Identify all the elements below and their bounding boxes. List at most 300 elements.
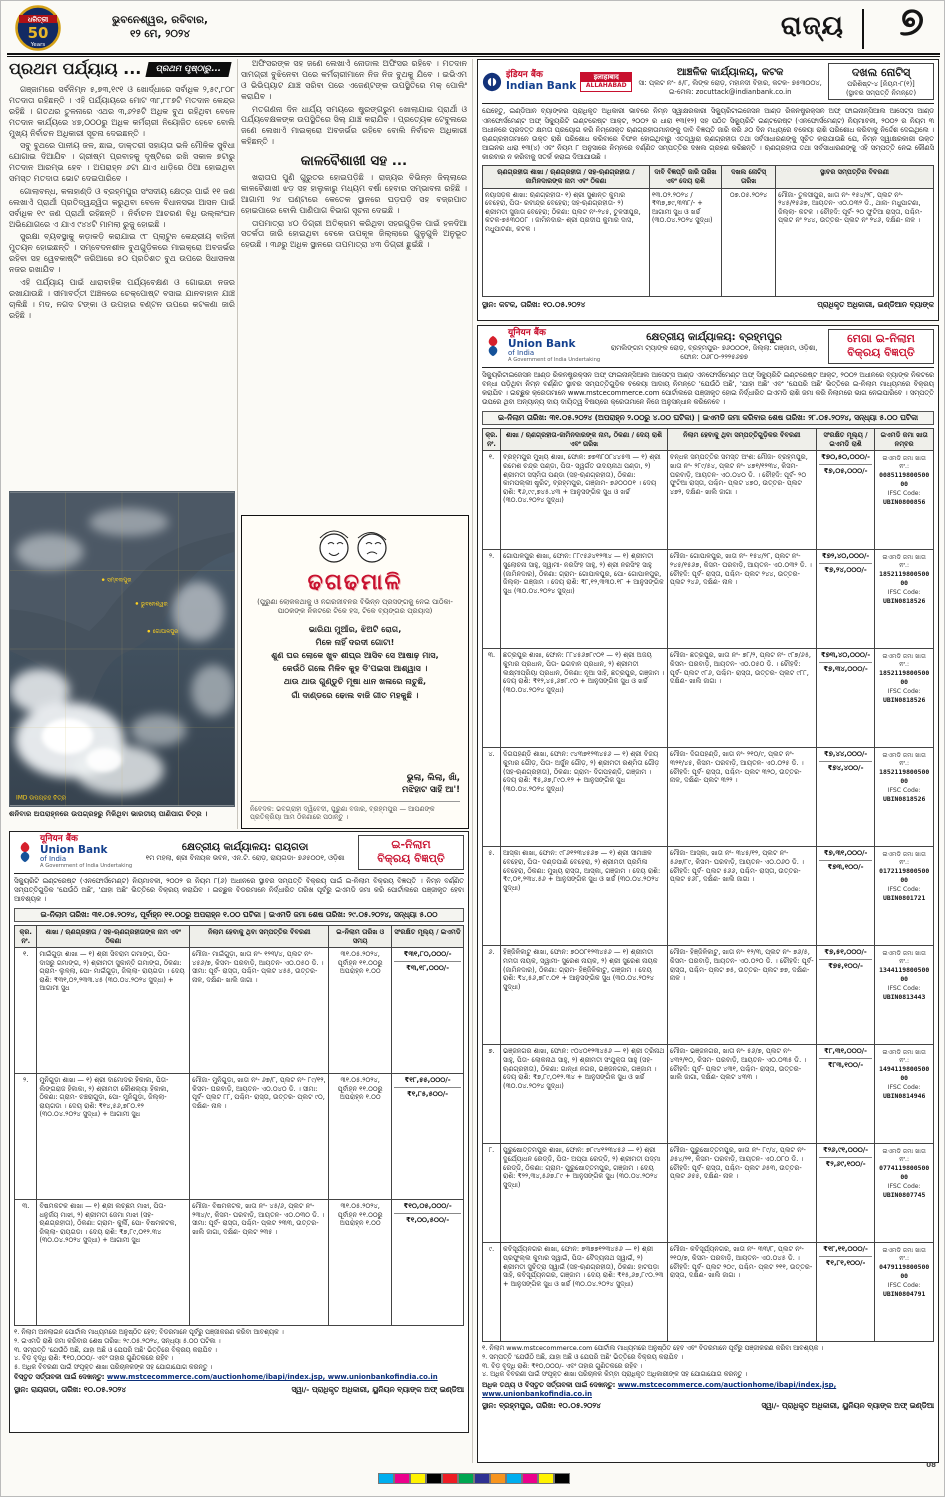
union-bank-logo-icon	[482, 335, 504, 357]
cartoon-verse-line: ଥାଉ ଥାଉ ଗୁଣ୍ଡୁଚି ମୂଷା ଧାନ ଖଳାରେ ନାଚୁଛି,	[283, 676, 427, 687]
cell-borrower: ଭଞ୍ଜନଗର ଶାଖା, ଫୋନ: ୯୦୪୦୧୨୩୪୫୬ — ୧) ଶ୍ରୀ ତ୍ରିନାଥ ସାହୁ, ପିତା- ଲୋକନାଥ ସାହୁ, ୨) ଶ୍ରୀମତୀ ସଂଯୁକ୍ତା ସାହୁ (ସହ-ଋଣଗ୍ରହୀତା), ଠିକଣା: ଗାନ୍ଧୀ ନଗର, ଭଞ୍ଜନଗର, ଗଞ୍ଜାମ । ଦେୟ ରାଶି: ₹୭,୮୯,୦୧୨.୩୪ + ଆନୁସଙ୍ଗିକ ସୁଧ ଓ ଖର୍ଚ୍ଚ (୩୦.୦୪.୨୦୨୪ ସୁଦ୍ଧା)	[501, 1045, 668, 1144]
emd-amount: ₹୩,୧୮,୦୦୦/-	[406, 964, 450, 973]
cell-borrower: ପୁରୁଷୋତ୍ତମପୁର ଶାଖା, ଫୋନ: ୭୮୯୪୧୨୩୪୫୬ — ୧) ଶ୍ରୀ ଦୁର୍ଯ୍ୟୋଧନ ରେଡ୍ଡି, ପିତା- ଅପ୍ପା ରେଡ୍ଡି, ୨) ଶ୍ରୀମତୀ ପଦ୍ମା ରେଡ୍ଡି, ଠିକଣା: ଗ୍ରାମ- ପୁରୁଷୋତ୍ତମପୁର, ଗଞ୍ଜାମ । ଦେୟ ରାଶି: ₹୨୨,୩୪,୫୬୭.୮୯ + ଆନୁସଙ୍ଗିକ ସୁଧ (୩୦.୦୪.୨୦୨୪ ସୁଦ୍ଧା)	[501, 1144, 668, 1243]
account-label: ଇଏମଡି ଜମା ଖାତା ନଂ.:	[882, 752, 926, 768]
brahmapur-auction-date-line: ଇ-ନିଲାମ ତାରିଖ: ୩୧.୦୫.୨୦୨୪ (ଅପରାହ୍ନ ୨.୦୦ରୁ ୪.୦୦ ଘଟିକା) | ଇଏମଡି ଜମା କରିବାର ଶେଷ ତାରିଖ: ୨୮.୦୫.୨୦୨୪, ସନ୍ଧ୍ୟା ୫.୦୦ ଘଟିକା	[482, 411, 934, 425]
cartoon-verse-line: କେଉଁଠି ଗଲେ ମିଳିବ କୁହ ଦି'ପଇସା ଆଶ୍ୱାସ ।	[282, 663, 428, 674]
article-body-col1	[9, 85, 235, 321]
cell-account	[875, 649, 934, 748]
brahmapur-notice-footer	[482, 1401, 934, 1411]
auction-portal-link[interactable]: www.mstcecommerce.com/auctionhome/ibapi/index.jsp, www.unionbankofindia.co.in	[106, 1373, 438, 1382]
emd-amount: ₹୧,୮୧,୧୦୦/-	[825, 1259, 866, 1268]
col-borrower: ଶାଖା / ଋଣଗ୍ରହୀତା / ସହ-ଋଣଗ୍ରହୀତାଙ୍କ ନାମ ଏବଂ ଠିକଣା	[37, 926, 190, 948]
registration-swatch	[378, 1473, 394, 1484]
condition-line: ୧. ନିଲାମ www.mstcecommerce.com ପୋର୍ଟାଲ ମାଧ୍ୟମରେ ଅନୁଷ୍ଠିତ ହେବ ଏବଂ ବିଡରମାନେ ପୂର୍ବରୁ ପଞ୍ଜୀକରଣ କରିବା ଆବଶ୍ୟକ ।	[482, 1344, 824, 1353]
registration-swatch	[442, 1473, 458, 1484]
account-number: 017211980050000	[879, 867, 930, 884]
union-bank-tagline: A Government of India Undertaking	[508, 357, 601, 364]
union-bank-name-hindi: यूनियन बैंक	[508, 328, 546, 339]
account-label: ଇଏମଡି ଜମା ଖାତା ନଂ.:	[882, 950, 926, 966]
article-paragraph: ଖରାତାପ ପୁଣି ଗୁରୁତର ହୋଇପଡ଼ିଛି । ରାଜ୍ୟର ବିଭିନ୍ନ ଜିଲ୍ଲାରେ କାଳବୈଶାଖୀ ଝଡ଼ ସହ ହାଲୁକାରୁ ମଧ୍ୟମ ବର୍ଷା ହେବାର ସମ୍ଭାବନା ରହିଛି । ଆଗାମୀ ୨୪ ଘଣ୍ଟାରେ କେତେକ ସ୍ଥାନରେ ଘଡ଼ଘଡ଼ି ସହ ବଜ୍ରପାତ ହୋଇପାରେ ବୋଲି ପାଣିପାଗ ବିଭାଗ ସୂଚନା ଦେଇଛି ।	[241, 173, 467, 215]
cartoon-illustration-icon	[310, 522, 400, 568]
cell-borrower: ବ୍ରହ୍ମପୁର ମୁଖ୍ୟ ଶାଖା, ଫୋନ: ୭୭୩୮୦୮୪୪୫୩ — ୧) ଶ୍ରୀ ରମେଶ ଚନ୍ଦ୍ର ପଣ୍ଡା, ପିତା- ସ୍ୱର୍ଗତ ଉଦୟନାଥ ପଣ୍ଡା, ୨) ଶ୍ରୀମତୀ ସସ୍ମିତା ପଣ୍ଡା (ସହ-ଋଣଗ୍ରହୀତା), ଠିକଣା: କାମପଲ୍ଲୀ ଷ୍ଟ୍ରିଟ୍, ବ୍ରହ୍ମପୁର, ଗଞ୍ଜାମ- ୭୬୦୦୦୧ । ଦେୟ ରାଶି: ₹୬,୯୯,୭୪୫.୪୩ + ଆନୁସଙ୍ଗିକ ସୁଧ ଓ ଖର୍ଚ୍ଚ (୩୦.୦୪.୨୦୨୪ ସୁଦ୍ଧା)	[501, 451, 668, 550]
notice-rule-ref: ପରିଶିଷ୍ଟ-୪ [ନିୟମ-୮(୧)]	[847, 80, 915, 89]
ifsc-label: IFSC Code:	[887, 984, 921, 992]
notice-place-date: ସ୍ଥାନ: ବ୍ରହ୍ମପୁର, ତାରିଖ: ୧୦.୦୫.୨୦୨୪	[482, 1400, 601, 1410]
possession-notice-title-box	[828, 63, 934, 100]
col-possession-date: ଦଖଲ ନୋଟିସ୍ ତାରିଖ	[722, 166, 776, 188]
brahmapur-notice-header	[482, 329, 934, 368]
url-prefix: ଅଧିକ ତଥ୍ୟ ଓ ବିସ୍ତୃତ ସର୍ତ୍ତାବଳୀ ପାଇଁ ଦେଖନ୍ତୁ:	[482, 1380, 616, 1389]
union-bank-logo-icon	[14, 841, 36, 863]
lead-article-col2	[241, 59, 467, 511]
ifsc-code: UBIN0800856	[883, 497, 926, 506]
cartoon-subtitle: (ପୁରୁଣା ଲୋକକଥାକୁ ଓ ନଗରଜୀବନର ବିଭିନ୍ନ ପ୍ରସଙ୍ଗକୁ ନେଇ ପାଠିକା-ପାଠକଙ୍କ ନିକଟରେ ଟିକେ ହସ, ଟିକେ ବ୍ୟଙ୍ଗର ପ୍ରୟାସ)	[257, 598, 453, 616]
cell-sl: ୫.	[483, 847, 501, 946]
cell-account	[875, 451, 934, 550]
cell-property: ମୌଜା- ଗୋପାଳପୁର, ଖାତା ନଂ- ୧୫୪/୨୮, ପ୍ଲଟ ନଂ- ୨୪୫/୧୫୬୭, କିସମ- ଘରବାଡ଼ି, ଆୟତନ- ଏ୦.୦୩୨ ଡି. । ଚୌହଦି: ପୂର୍ବ- ରାସ୍ତା, ପଶ୍ଚିମ- ପ୍ଲଟ ୨୪୪, ଉତ୍ତର- ପ୍ଲଟ ୨୪୬, ଦକ୍ଷିଣ- ନାଳ ।	[667, 550, 816, 649]
reserve-price: ₹୧୮,୧୧,୦୦୦/-	[823, 1245, 868, 1254]
cell-property: ମୌଜା- ମୁନିଗୁଡ଼ା, ଖାତା ନଂ- ୬୭/୮, ପ୍ଲଟ ନଂ- ୮୯/୧୨, କିସମ- ଘରବାଡ଼ି, ଆୟତନ- ଏ୦.୦୪୦ ଡି. । ସୀମା: ପୂର୍ବ- ପ୍ଲଟ ୮୮, ପଶ୍ଚିମ- ରାସ୍ତା, ଉତ୍ତର- ପ୍ଲଟ ୯୦, ଦକ୍ଷିଣ- ନାଳ ।	[190, 1074, 329, 1200]
cell-sl: ୭.	[483, 1045, 501, 1144]
registration-swatch	[554, 1473, 570, 1484]
emd-amount: ₹୭୪,୪୦୦/-	[827, 764, 864, 773]
cell-account	[875, 847, 934, 946]
account-label: ଇଏମଡି ଜମା ଖାତା ନଂ.:	[882, 653, 926, 669]
cell-price	[392, 948, 464, 1074]
account-number: 149411980050000	[879, 1065, 930, 1082]
reserve-price: ₹୭୦,୫୦,୦୦୦/-	[821, 453, 870, 462]
union-bank-identity	[14, 835, 132, 869]
cell-property: ମୌଜା- ହିଞ୍ଜିଳିକାଟୁ, ଖାତା ନଂ- ୧୨/୩, ପ୍ଲଟ ନଂ- ୭୬/୫, କିସମ- ଘରବାଡ଼ି, ଆୟତନ- ଏ୦.୦୨୦ ଡି. । ଚୌହଦି: ପୂର୍ବ- ରାସ୍ତା, ପଶ୍ଚିମ- ପ୍ଲଟ ୭୫, ଉତ୍ତର- ପ୍ଲଟ ୭୭, ଦକ୍ଷିଣ- ନାଳ ।	[667, 946, 816, 1045]
cell-account	[875, 748, 934, 847]
union-bank-name-sub: of India	[40, 854, 67, 863]
indian-bank-name: Indian Bank	[506, 79, 577, 92]
condition-line: ୫. ଅଧିକ ବିବରଣୀ ପାଇଁ ସଂପୃକ୍ତ ଶାଖା ପରିଚାଳକଙ୍କ ସହ ଯୋଗାଯୋଗ କରନ୍ତୁ ।	[14, 1362, 213, 1371]
registration-swatch	[458, 1473, 474, 1484]
rayagada-notice-header	[14, 835, 464, 874]
url-prefix: ବିସ୍ତୃତ ସର୍ତ୍ତାବଳୀ ପାଇଁ ଦେଖନ୍ତୁ:	[14, 1373, 105, 1382]
page-number: ୭	[899, 0, 924, 45]
indian-bank-notice-footer	[482, 300, 934, 310]
svg-text:ଗୋପାଳପୁର: ଗୋପାଳପୁର	[152, 629, 179, 636]
cartoon-footnote: ନିବେଦକ: ଭବଗ୍ରାହୀ ଦ୍ୱିବେଦୀ, ପୁରୁଣା ବଜାର, ବ୍ରହ୍ମପୁର — ଆପଣଙ୍କ ପ୍ରତିକ୍ରିୟା ଆମ ଠିକଣାରେ ପଠାନ୍ତୁ ।	[250, 801, 460, 822]
union-bank-identity	[482, 329, 600, 363]
indian-bank-logo-icon	[482, 72, 502, 92]
cell-demand: ୧୩.୦୨.୨୦୨୪ / ₹୩୭,୭୯,୩୩୮/- + ଆଗାମୀ ସୁଧ ଓ ଖର୍ଚ୍ଚ (୩୦.୦୪.୨୦୨୪ ସୁଦ୍ଧା)	[649, 188, 721, 296]
eauction-title-box	[358, 835, 464, 870]
weather-photo-block	[9, 491, 235, 818]
continued-from-page1-tag: ପ୍ରଥମ ପୃଷ୍ଠାରୁ...	[146, 62, 232, 77]
emd-amount: ₹୧,୮୫,୫୦୦/-	[406, 1090, 449, 1099]
dateline-date: ୧୨ ମେ, ୨୦୨୪	[130, 28, 190, 41]
section-title: ରାଜ୍ୟ	[780, 11, 844, 41]
cell-account	[875, 1045, 934, 1144]
column-separator	[237, 59, 238, 829]
col-property: ନିଲାମ ହେବାକୁ ଥିବା ସମ୍ପତ୍ତିର ବିବରଣୀ	[190, 926, 329, 948]
notice-scope: (ସ୍ଥାବର ସମ୍ପତ୍ତି ନିମନ୍ତେ)	[845, 88, 917, 97]
reserve-price: ₹୭୩,୪୦,୦୦୦/-	[820, 651, 871, 660]
registration-swatch	[538, 1473, 554, 1484]
masthead-rule	[7, 53, 940, 57]
cell-divider	[819, 563, 873, 564]
ifsc-code: UBIN0807745	[883, 1190, 926, 1199]
dateline-place: ଭୁବନେଶ୍ୱର, ରବିବାର,	[112, 14, 208, 26]
cell-sl: ୨.	[15, 1074, 37, 1200]
ifsc-code: UBIN0814946	[883, 1091, 926, 1100]
possession-row	[483, 188, 934, 296]
cell-property: ମୌଜା- ଆସ୍କା, ଖାତା ନଂ- ୩୪୫/୧୨, ପ୍ଲଟ ନଂ- ୫୬୭/୮୯, କିସମ- ଘରବାଡ଼ି, ଆୟତନ- ଏ୦.୦୬୦ ଡି. । ଚୌହଦି: ପୂର୍ବ- ପ୍ଲଟ ୫୬୬, ପଶ୍ଚିମ- ରାସ୍ତା, ଉତ୍ତର- ପ୍ଲଟ ୫୬୮, ଦକ୍ଷିଣ- ଖାଲି ଜାଗା ।	[667, 847, 816, 946]
article-paragraph: ତାପମାତ୍ରା ୪୦ ଡିଗ୍ରୀ ଅତିକ୍ରମ କରିଥିବା ସହରଗୁଡ଼ିକ ପାଇଁ ହଳଦିଆ ସତର୍କତା ଜାରି ହୋଇଥିବା ବେଳେ ଉପକୂଳ ଜିଲ୍ଲାରେ ଗୁଳୁଗୁଳି ଅନୁଭୂତ ହେଉଛି । ୩୬ରୁ ଅଧିକ ସ୍ଥାନରେ ତାପମାତ୍ରା ୪୩ ଡିଗ୍ରୀ ଛୁଇଁଛି ।	[241, 218, 467, 250]
auction-row	[15, 948, 464, 1074]
notice-signature: ସ୍ୱା/- ପ୍ରାଧିକୃତ ଅଧିକାରୀ, ୟୁନିୟନ ବ୍ୟାଙ୍କ ଅଫ୍ ଇଣ୍ଡିଆ	[761, 1400, 934, 1410]
cell-account	[875, 946, 934, 1045]
cell-divider	[819, 1157, 873, 1158]
column-separator	[472, 59, 473, 1463]
article-body-col2-top	[241, 59, 467, 148]
cell-divider	[819, 761, 873, 762]
cartoon-verse-line: ଭାରିଯା ମୁଆଁର, ଝିଅଟି ରୋଗ,	[308, 623, 402, 634]
article-paragraph: ଗୋଲାବନ୍ଧ, କଳାହାଣ୍ଡି ଓ ବ୍ରହ୍ମପୁର ସଂସଦୀୟ କ୍ଷେତ୍ର ପାଇଁ ୧୧ ଜଣ ଲେଖାଏଁ ପ୍ରାର୍ଥୀ ପ୍ରତିଦ୍ୱନ୍ଦ୍ୱିତା କରୁଥିବା ବେଳେ ବିଧାନସଭା ଆସନ ପାଇଁ ସର୍ବାଧିକ ୧୯ ଜଣ ପ୍ରାର୍ଥୀ ରହିଛନ୍ତି । ନିର୍ବାଚନ ଆଚରଣ ବିଧି ଉଲ୍ଲଂଘନ ଅଭିଯୋଗରେ ଏ ଯାଏ ୯୪୪ଟି ମାମଲା ରୁଜୁ ହୋଇଛି ।	[9, 186, 235, 229]
cartoon-verse	[250, 623, 460, 702]
allahabad-badge: इलाहाबाद ALLAHABAD	[580, 72, 632, 92]
union-bank-name: Union Bank	[40, 843, 108, 856]
condition-line: ୩. ବିଡ଼ ବୃଦ୍ଧି ରାଶି: ₹୧୦,୦୦୦/- ଏବଂ ତାହାର ଗୁଣିତକରେ ରହିବ ।	[482, 1361, 643, 1370]
auction-row	[483, 1144, 934, 1243]
ifsc-label: IFSC Code:	[887, 885, 921, 893]
union-bank-name-sub: of India	[508, 348, 535, 357]
condition-line: ୩. ସମ୍ପତ୍ତି 'ଯେଉଁଠି ଅଛି, ଯାହା ଅଛି ଓ ଯେପରି ଅଛି' ଭିତ୍ତିରେ ବିକ୍ରୟ କରାଯିବ ।	[14, 1345, 217, 1354]
satellite-weather-image	[9, 491, 235, 807]
notice-place-date: ସ୍ଥାନ: ରାୟଗଡା, ତାରିଖ: ୧୦.୦୫.୨୦୨୪	[14, 1385, 126, 1395]
condition-line: ୧. ନିଲାମ ଅନଲାଇନ ପୋର୍ଟାଲ ମାଧ୍ୟମରେ ଅନୁଷ୍ଠିତ ହେବ; ବିଡରମାନେ ପୂର୍ବରୁ ପଞ୍ଜୀକରଣ କରିବା ଆବଶ୍ୟକ ।	[14, 1328, 284, 1337]
cell-divider	[819, 1256, 873, 1257]
svg-text:ଭୁବନେଶ୍ୱର: ଭୁବନେଶ୍ୱର	[140, 601, 168, 608]
account-number: 077411980050000	[879, 1164, 930, 1181]
office-line: କ୍ଷେତ୍ରୀୟ କାର୍ଯ୍ୟାଳୟ: ରାୟଗଡା	[181, 842, 309, 854]
svg-text:Years: Years	[30, 42, 46, 48]
notice-signature: ପ୍ରାଧିକୃତ ଅଧିକାରୀ, ଇଣ୍ଡିଆନ ବ୍ୟାଙ୍କ	[817, 299, 934, 309]
office-line: ଆଞ୍ଚଳିକ କାର୍ଯ୍ୟାଳୟ, କଟକ	[676, 67, 784, 79]
cell-price	[816, 1045, 875, 1144]
condition-line: ୪. ବିଡ଼ ବୃଦ୍ଧି ରାଶି: ₹୧୦,୦୦୦/- ଏବଂ ତାହାର ଗୁଣିତକରେ ରହିବ ।	[14, 1354, 174, 1363]
cell-borrower: ନୟାସଡ଼କ ଶାଖା: ଋଣଗ୍ରହୀତା- ୧) ଶ୍ରୀ ସୁଶାନ୍ତ କୁମାର ବେହେରା, ପିତା- ରବୀନ୍ଦ୍ର ବେହେରା; ସହ-ଋଣଗ୍ରହୀତା- ୨) ଶ୍ରୀମତୀ ସୁଜାତା ବେହେରା; ଠିକଣା: ପ୍ଲଟ ନଂ-୨୪୫, ତୁଳସୀପୁର, କଟକ-୭୫୩୦୦୮ । ଜାମିନଦାର- ଶ୍ରୀ ପ୍ରଦୀପ କୁମାର ଦାସ, ମଧୁପାଟଣା, କଟକ ।	[483, 188, 650, 296]
reserve-price: ₹୭,୩୧,୦୦୦/-	[823, 849, 868, 858]
account-label: ଇଏମଡି ଜମା ଖାତା ନଂ.:	[882, 1148, 926, 1164]
svg-text:50: 50	[27, 24, 49, 42]
col-demand: ଦାବି ବିଜ୍ଞପ୍ତି ଜାରି ତାରିଖ ଏବଂ ଦେୟ ରାଶି	[649, 166, 721, 188]
cell-sl: ୩.	[483, 649, 501, 748]
emd-amount: ₹୭,୦୫,୦୦୦/-	[823, 467, 868, 476]
col-reserve-price: ସଂରକ୍ଷିତ ମୂଲ୍ୟ / ଇଏମଡି	[392, 926, 464, 948]
auction-table-header-row	[15, 926, 464, 948]
col-sl: କ୍ର. ନଂ.	[15, 926, 37, 948]
article-body-col2-bottom	[241, 173, 467, 251]
rayagada-url-line	[14, 1373, 464, 1382]
col-property: ସ୍ଥାବର ସମ୍ପତ୍ତିର ବିବରଣୀ	[776, 166, 934, 188]
account-number: 185211980050000	[879, 768, 930, 785]
photo-caption: ଶନିବାର ଅପରାହ୍ନରେ ଉପଗ୍ରହରୁ ମିଳିଥିବା ଭାରତୀୟ ପାଣିପାଗ ଚିତ୍ର ।	[9, 809, 208, 818]
emd-amount: ₹୭,୩୪,୦୦୦/-	[823, 665, 868, 674]
cartoon-ad-box	[241, 515, 469, 829]
account-label: ଇଏମଡି ଜମା ଖାତା ନଂ.:	[882, 851, 926, 867]
brahmapur-office	[605, 331, 823, 362]
cell-property: ମୌଜା- ଛତ୍ରପୁର, ଖାତା ନଂ- ୭୮/୨, ପ୍ଲଟ ନଂ- ୯୮୭/୬୫, କିସମ- ଘରବାଡ଼ି, ଆୟତନ- ଏ୦.୦୫୦ ଡି. । ଚୌହଦି: ପୂର୍ବ- ପ୍ଲଟ ୯୮୬, ପଶ୍ଚିମ- ରାସ୍ତା, ଉତ୍ତର- ପ୍ଲଟ ୯୮୮, ଦକ୍ଷିଣ- ଖାଲି ଜାଗା ।	[667, 649, 816, 748]
ifsc-code: UBIN0813443	[883, 992, 926, 1001]
office-address: ରାମଲିଙ୍ଗମ ଟ୍ୟାଙ୍କ ରୋଡ଼, ବ୍ରହ୍ମପୁର- ୭୬୦୦୦୧, ଜିଲ୍ଲା: ଗଞ୍ଜାମ, ଓଡ଼ିଶା, ଫୋନ: ୦୬୮୦-୨୨୨୫୬୭୭	[610, 343, 818, 361]
lead-article-col1	[9, 59, 235, 489]
cell-account	[875, 550, 934, 649]
registration-swatch	[394, 1473, 410, 1484]
indian-bank-name-hindi: इंडियन बैंक	[506, 70, 543, 81]
office-address: ସା: ପ୍ଲଟ ନଂ- ୫/୮, ଲିଙ୍କ ରୋଡ଼, ମହାନଦୀ ବିହାର, କଟକ- ୭୫୩୦୦୪, ଇ-ମେଲ: zocuttack@indianbank.co.in	[638, 79, 822, 97]
cell-price	[816, 1243, 875, 1342]
cell-property: ମୌଜା- ପୁରୁଷୋତ୍ତମପୁର, ଖାତା ନଂ- ୮୯/୪, ପ୍ଲଟ ନଂ- ୬୫୪/୨୧, କିସମ- ଘରବାଡ଼ି, ଆୟତନ- ଏ୦.୦୮୦ ଡି. । ଚୌହଦି: ପୂର୍ବ- ରାସ୍ତା, ପଶ୍ଚିମ- ପ୍ଲଟ ୬୫୩, ଉତ୍ତର- ପ୍ଲଟ ୬୫୫, ଦକ୍ଷିଣ- ନାଳ ।	[667, 1144, 816, 1243]
union-bank-name: Union Bank	[508, 337, 576, 350]
cell-borrower: ଦିଗପହଣ୍ଡି ଶାଖା, ଫୋନ: ୯୪୩୭୧୨୩୪୫୬ — ୧) ଶ୍ରୀ ବିଜୟ କୁମାର ଗୌଡ଼, ପିତା- ଅର୍ଜୁନ ଗୌଡ଼, ୨) ଶ୍ରୀମତୀ ରଶ୍ମିତା ଗୌଡ଼ (ସହ-ଋଣଗ୍ରହୀତା), ଠିକଣା: ଗ୍ରାମ- ଦିଗପହଣ୍ଡି, ଗଞ୍ଜାମ । ଦେୟ ରାଶି: ₹୫,୬୭,୮୯୦.୧୨ + ଆନୁସଙ୍ଗିକ ସୁଧ (୩୦.୦୪.୨୦୨୪ ସୁଦ୍ଧା)	[501, 748, 668, 847]
ifsc-label: IFSC Code:	[887, 1281, 921, 1289]
cell-auction-date: ୩୧.୦୫.୨୦୨୪, ପୂର୍ବାହ୍ନ ୧୧.୦୦ରୁ ଅପରାହ୍ନ ୧.୦୦	[329, 948, 392, 1074]
svg-text:ଧରିତ୍ରୀ: ଧରିତ୍ରୀ	[27, 15, 49, 24]
cell-sl: ୯.	[483, 1243, 501, 1342]
cell-sl: ୪.	[483, 748, 501, 847]
auction-row	[483, 1243, 934, 1342]
rayagada-office	[137, 841, 353, 863]
cell-property: ମୌଜା- ଦିଗପହଣ୍ଡି, ଖାତା ନଂ- ୨୧୦/୯, ପ୍ଲଟ ନଂ- ୩୨୧/୪୫, କିସମ- ଘରବାଡ଼ି, ଆୟତନ- ଏ୦.୦୨୫ ଡି. । ଚୌହଦି: ପୂର୍ବ- ରାସ୍ତା, ପଶ୍ଚିମ- ପ୍ଲଟ ୩୨୦, ଉତ୍ତର- ନାଳ, ଦକ୍ଷିଣ- ପ୍ଲଟ ୩୨୨ ।	[667, 748, 816, 847]
emd-amount: ₹୧,୦୦,୫୦୦/-	[405, 1216, 450, 1225]
cartoon-title: ଢଗଢମାଳି	[307, 570, 403, 595]
notice-title: ଦଖଲ ନୋଟିସ୍	[851, 66, 911, 79]
cell-sl: ୧.	[483, 451, 501, 550]
cell-price	[816, 550, 875, 649]
reserve-price: ₹୭୨,୪୦,୦୦୦/-	[821, 552, 870, 561]
registration-swatch	[426, 1473, 442, 1484]
notice-signature: ସ୍ୱା/- ପ୍ରାଧିକୃତ ଅଧିକାରୀ, ୟୁନିୟନ ବ୍ୟାଙ୍କ ଅଫ୍ ଇଣ୍ଡିଆ	[291, 1385, 464, 1395]
cell-borrower: ମାଇଁଗୁଡ଼ା ଶାଖା — ୧) ଶ୍ରୀ ସିବରାମ ଗମାଙ୍ଗ, ପିତା- ଦାସରୁ ଗମାଙ୍ଗ, ୨) ଶ୍ରୀମତୀ ସୁକାନ୍ତି ଗମାଙ୍ଗ, ଠିକଣା: ଗ୍ରାମ- ଲୁଳ୍ଲା, ପୋ- ମାଇଁଗୁଡ଼ା, ଜିଲ୍ଲା- ରାୟଗଡା । ଦେୟ ରାଶି: ₹୩୧,୦୨,୨୩୩.୪୫ (୩୦.୦୪.୨୦୨୪ ସୁଦ୍ଧା) + ଆଗାମୀ ସୁଧ	[37, 948, 190, 1074]
ifsc-label: IFSC Code:	[887, 786, 921, 794]
cell-property: ମୌଜା- ବିଷମକଟକ, ଖାତା ନଂ- ୪୫/୬, ପ୍ଲଟ ନଂ- ୨୩୪/୯, କିସମ- ଘରବାଡ଼ି, ଆୟତନ- ଏ୦.୦୩୦ ଡି. । ସୀମା: ପୂର୍ବ- ରାସ୍ତା, ପଶ୍ଚିମ- ପ୍ଲଟ ୨୩୩, ଉତ୍ତର- ଖାଲି ଜାଗା, ଦକ୍ଷିଣ- ପ୍ଲଟ ୨୩୫ ।	[190, 1200, 329, 1326]
ifsc-code: UBIN0818526	[883, 794, 926, 803]
auction-row	[15, 1074, 464, 1200]
cell-divider	[394, 1087, 461, 1088]
article-paragraph: ଗଞ୍ଜାମରେ ସର୍ବନିମ୍ନ ୫,୭୩,୧୯୧ ଓ ଖୋର୍ଦ୍ଧାରେ ସର୍ବାଧିକ ୨,୫୯,୮୦୮ ମତଦାତା ରହିଛନ୍ତି । ଏହି ପର୍ଯ୍ୟାୟରେ ମୋଟ ୩୮,୮୮୭ଟି ମତଦାନ କେନ୍ଦ୍ର ରହିଛି । ଗତଥର ତୁଳନାରେ ଏଥର ୩,୬୨୫ଟି ଅଧିକ ବୁଥ ରହିଥିବା ବେଳେ ମତଦାନ କାର୍ଯ୍ୟରେ ୪୭,୦୦୦ରୁ ଅଧିକ କର୍ମଚାରୀ ନିୟୋଜିତ ହେବେ ବୋଲି ମୁଖ୍ୟ ନିର୍ବାଚନ ଅଧିକାରୀ ସୂଚନା ଦେଇଛନ୍ତି ।	[9, 85, 235, 138]
condition-line: ୨. ଇଏମଡି ରାଶି ଜମା କରିବାର ଶେଷ ତାରିଖ: ୨୯.୦୫.୨୦୨୪, ସନ୍ଧ୍ୟା ୫.୦୦ ଘଟିକା ।	[14, 1336, 221, 1345]
cell-auction-date: ୩୧.୦୫.୨୦୨୪, ପୂର୍ବାହ୍ନ ୧୧.୦୦ରୁ ଅପରାହ୍ନ ୧.୦୦	[329, 1200, 392, 1326]
office-address: ୧ମ ମହଲା, ଶ୍ରୀ ବିନାୟକ ଭବନ, ଏନ.ଟି. ରୋଡ଼, ରାୟଗଡା- ୭୬୫୦୦୧, ଓଡ଼ିଶା	[145, 854, 345, 863]
col-borrower: ଶାଖା / ଋଣଗ୍ରହୀତା-ଜାମିନଦାରଙ୍କ ନାମ, ଠିକଣା / ଦେୟ ରାଶି ଏବଂ ତାରିଖ	[501, 429, 668, 451]
auction-portal-link[interactable]: www.mstcecommerce.com/auctionhome/ibapi/index.jsp, www.unionbankofindia.co.in	[482, 1380, 837, 1398]
cell-property: ମୌଜା- ଭଞ୍ଜନଗର, ଖାତା ନଂ- ୫୬/୭, ପ୍ଲଟ ନଂ- ୪୩୨/୧୦, କିସମ- ଘରବାଡ଼ି, ଆୟତନ- ଏ୦.୦୩୫ ଡି. । ଚୌହଦି: ପୂର୍ବ- ପ୍ଲଟ ୪୩୧, ପଶ୍ଚିମ- ରାସ୍ତା, ଉତ୍ତର- ଖାଲି ଜାଗା, ଦକ୍ଷିଣ- ପ୍ଲଟ ୪୩୩ ।	[667, 1045, 816, 1144]
cell-sl: ୨.	[483, 550, 501, 649]
auction-row	[483, 847, 934, 946]
possession-legal-text: ଯେହେତୁ, ଇଣ୍ଡିଆନ ବ୍ୟାଙ୍କର ପ୍ରାଧିକୃତ ଅଧିକାରୀ ଭାବରେ ନିମ୍ନ ସ୍ୱାକ୍ଷରକାରୀ ସିକ୍ୟୁରିଟାଇଜେସନ ଆଣ୍ଡ ରିକନଷ୍ଟ୍ରକ୍ସନ ଅଫ୍ ଫାଇନାନ୍ସିଆଲ ଆସେଟ୍ସ ଆଣ୍ଡ ଏନଫୋର୍ସମେଣ୍ଟ ଅଫ୍ ସିକ୍ୟୁରିଟି ଇଣ୍ଟରେଷ୍ଟ ଆକ୍ଟ, ୨୦୦୨ ର ଧାରା ୧୩(୧୨) ସହ ପଠିତ ସିକ୍ୟୁରିଟି ଇଣ୍ଟରେଷ୍ଟ (ଏନଫୋର୍ସମେଣ୍ଟ) ନିୟମାବଳୀ, ୨୦୦୨ ର ନିୟମ ୩ ଅଧୀନରେ ପ୍ରଦତ୍ତ କ୍ଷମତା ପ୍ରୟୋଗ କରି ନିମ୍ନୋକ୍ତ ଋଣଗ୍ରହୀତାମାନଙ୍କୁ ଦାବି ବିଜ୍ଞପ୍ତି ଜାରି କରି ୬୦ ଦିନ ମଧ୍ୟରେ ବକେୟା ରାଶି ପରିଶୋଧ କରିବାକୁ ନିର୍ଦ୍ଦେଶ ଦେଇଥିଲେ । ଋଣଗ୍ରହୀତାମାନେ ଉକ୍ତ ରାଶି ପରିଶୋଧ କରିବାରେ ବିଫଳ ହୋଇଥିବାରୁ ଏତଦ୍ଦ୍ୱାରା ଋଣଗ୍ରହୀତା ତଥା ସର୍ବସାଧାରଣଙ୍କୁ ସୂଚିତ କରାଯାଉଛି ଯେ, ନିମ୍ନ ସ୍ୱାକ୍ଷରକାରୀ ଉକ୍ତ ଆଇନର ଧାରା ୧୩(୪) ଏବଂ ନିୟମ ୮ ଅନୁସାରେ ନିମ୍ନରେ ବର୍ଣ୍ଣିତ ସମ୍ପତ୍ତିର ଦଖଲ ଗ୍ରହଣ କରିଛନ୍ତି । ଋଣଗ୍ରହୀତା ତଥା ସର୍ବସାଧାରଣଙ୍କୁ ଏହି ସମ୍ପତ୍ତି ନେଇ କୌଣସି କାରବାର ନ କରିବାକୁ ସତର୍କ କରାଇ ଦିଆଯାଉଛି ।	[482, 107, 934, 162]
rayagada-notice-footer	[14, 1385, 464, 1395]
cell-borrower: ବିଷମକଟକ ଶାଖା — ୧) ଶ୍ରୀ ଲଚ୍ଛମ ମାଝୀ, ପିତା- ଧନୁର୍ଜୟ ମାଝୀ, ୨) ଶ୍ରୀମତୀ ଜେମା ମାଝୀ (ସହ-ଋଣଗ୍ରହୀତା), ଠିକଣା: ଗ୍ରାମ- କୁର୍ଲି, ପୋ- ବିଷମକଟକ, ଜିଲ୍ଲା- ରାୟଗଡା । ଦେୟ ରାଶି: ₹୭,୮୯,୦୧୨.୩୪ (୩୦.୦୪.୨୦୨୪ ସୁଦ୍ଧା) + ଆଗାମୀ ସୁଧ	[37, 1200, 190, 1326]
cartoon-verse-line: ଶୁଣ ଘର ଲୋକେ ଖୁବ ଶୀଘ୍ର ଆସିବ ସେ ଆଷାଢ଼ ମାସ,	[271, 650, 439, 661]
reserve-price: ₹୭,୪୪,୦୦୦/-	[823, 750, 868, 759]
cell-price	[816, 847, 875, 946]
col-auction-date: ଇ-ନିଲାମ ତାରିଖ ଓ ସମୟ	[329, 926, 392, 948]
cell-property: ବନ୍ଧକ ସମ୍ପତ୍ତିର ସମସ୍ତ ଅଂଶ: ମୌଜା- ବ୍ରହ୍ମପୁ‍ର, ଖାତା ନଂ- ୨୮୯/୫୪, ପ୍ଲଟ ନଂ- ୪୭୧/୧୨୩୪, କିସମ- ଘରବାଡ଼ି, ଆୟତନ- ଏ୦.୦୪୦ ଡି. । ଚୌହଦି: ପୂର୍ବ- ୨୦ ଫୁଟିଆ ରାସ୍ତା, ପଶ୍ଚିମ- ପ୍ଲଟ ୪୭୦, ଉତ୍ତର- ପ୍ଲଟ ୪୭୨, ଦକ୍ଷିଣ- ଖାଲି ଜାଗା ।	[667, 451, 816, 550]
auction-row	[483, 451, 934, 550]
auction-row	[483, 748, 934, 847]
col-borrower: ଋଣଗ୍ରହୀତା ଶାଖା / ଋଣଗ୍ରହୀତା / ସହ-ଋଣଗ୍ରହୀତା / ଜାମିନଦାରଙ୍କ ନାମ ଏବଂ ଠିକଣା	[483, 166, 650, 188]
reserve-price: ₹୨୬,୯୧,୦୦୦/-	[822, 1146, 869, 1155]
registration-swatch	[474, 1473, 490, 1484]
rayagada-auction-date-line: ଇ-ନିଲାମ ତାରିଖ: ୩୧.୦୫.୨୦୨୪, ପୂର୍ବାହ୍ନ ୧୧.୦୦ରୁ ଅପରାହ୍ନ ୧.୦୦ ଘଟିକା | ଇଏମଡି ଜମା ଶେଷ ତାରିଖ: ୨୯.୦୫.୨୦୨୪, ସନ୍ଧ୍ୟା ୫.୦୦	[14, 908, 464, 922]
plate-mark: 08	[926, 1461, 936, 1469]
cell-divider	[819, 1058, 873, 1059]
cell-sl: ୩.	[15, 1200, 37, 1326]
notice-place-date: ସ୍ଥାନ: କଟକ, ତାରିଖ: ୧୦.୦୫.୨୦୨୪	[482, 299, 586, 309]
registration-swatch	[522, 1473, 538, 1484]
mega-auction-title-box	[828, 329, 934, 364]
cell-borrower: ଆସ୍କା ଶାଖା, ଫୋନ: ୯୮୬୧୨୩୪୫୬୭ — ୧) ଶ୍ରୀ ସୀମାଞ୍ଚଳ ବେହେରା, ପିତା- ଦଣ୍ଡପାଣି ବେହେରା, ୨) ଶ୍ରୀମତୀ ପ୍ରମିଳା ବେହେରା, ଠିକଣା: ମୁଖ୍ୟ ରାସ୍ତା, ଆସ୍କା, ଗଞ୍ଜାମ । ଦେୟ ରାଶି: ₹୯,୦୧,୨୩୪.୫୬ + ଆନୁସଙ୍ଗିକ ସୁଧ ଓ ଖର୍ଚ୍ଚ (୩୦.୦୪.୨୦୨୪ ସୁଦ୍ଧା)	[501, 847, 668, 946]
dateline	[95, 13, 225, 41]
cell-sl: ୬.	[483, 946, 501, 1045]
account-number: 047911980050000	[879, 1263, 930, 1280]
svg-text:ସମ୍ବଲପୁର: ସମ୍ବଲପୁର	[107, 577, 132, 584]
account-label: ଇଏମଡି ଜମା ଖାତା ନଂ.:	[882, 1247, 926, 1263]
union-bank-rayagada-auction-notice	[9, 831, 469, 1433]
condition-line: ୪. ଅଧିକ ବିବରଣୀ ପାଇଁ ସଂପୃକ୍ତ ଶାଖା ପରିଚାଳକ କିମ୍ବା ପ୍ରାଧିକୃତ ଅଧିକାରୀଙ୍କ ସହ ଯୋଗାଯୋଗ କରନ୍ତୁ ।	[482, 1370, 748, 1379]
col-property: ନିଲାମ ହେବାକୁ ଥିବା ସମ୍ପତ୍ତିଗୁଡ଼ିକର ବିବରଣୀ	[667, 429, 816, 451]
cell-property: ମୌଜା- ତୁଳସୀପୁର, ଖାତା ନଂ- ୧୫୪/୨୮, ପ୍ଲଟ ନଂ- ୨୪୫/୧୫୬୭, ଆୟତନ- ଏ୦.୦୩୨ ଡି., ଥାନା- ମଧୁପାଟଣା, ଜିଲ୍ଲା- କଟକ । ଚୌହଦି: ପୂର୍ବ- ୨୦ ଫୁଟିଆ ରାସ୍ତା, ପଶ୍ଚିମ- ପ୍ଲଟ ନଂ ୨୪୪, ଉତ୍ତର- ପ୍ଲଟ ନଂ ୨୪୬, ଦକ୍ଷିଣ- ନାଳ ।	[776, 188, 934, 296]
emd-amount: ₹୭୫,୧୦୦/-	[828, 962, 863, 971]
cell-price	[392, 1074, 464, 1200]
cell-price	[816, 946, 875, 1045]
ifsc-code: UBIN0818526	[883, 695, 926, 704]
indian-bank-office	[637, 66, 823, 97]
auction-row	[483, 649, 934, 748]
ifsc-code: UBIN0801721	[883, 893, 926, 902]
reserve-price: ₹୭,୫୧,୦୦୦/-	[824, 948, 867, 957]
article-paragraph: ସୁରକ୍ଷା ବ୍ୟବସ୍ଥାକୁ କଡ଼ାକଡ଼ି କରାଯାଇ ୯୮ ପ୍ଲାଟୁନ କେନ୍ଦ୍ରୀୟ ବାହିନୀ ମୁତୟନ ହୋଇଛନ୍ତି । ସମ୍ବେଦନଶୀଳ ବୁଥଗୁଡ଼ିକରେ ମାଇକ୍ରୋ ଅବଜର୍ଭର ରହିବା ସହ ୱେବକାଷ୍ଟିଂ ଜରିଆରେ ୫୦ ପ୍ରତିଶତ ବୁଥ ଉପରେ ସିଧାସଳଖ ନଜର ରଖାଯିବ ।	[9, 232, 235, 274]
auction-table-header-row	[483, 429, 934, 451]
col-sl: କ୍ର. ନଂ.	[483, 429, 501, 451]
cell-borrower: ଗୋପାଳପୁର ଶାଖା, ଫୋନ: ୮୮୯୫୬୪୧୨୩୪ — ୧) ଶ୍ରୀମତୀ ସୁଲୋଚନା ସାହୁ, ସ୍ୱାମୀ- ନରସିଂହ ସାହୁ, ୨) ଶ୍ରୀ ନରସିଂହ ସାହୁ (ଜାମିନଦାର), ଠିକଣା: ଗ୍ରାମ- ଗୋପାଳପୁର, ପୋ- ଗୋପାଳପୁର, ଜିଲ୍ଲା- ଗଞ୍ଜାମ । ଦେୟ ରାଶି: ₹୮,୧୨,୩୩୦.୧୮ + ଆନୁସଙ୍ଗିକ ସୁଧ (୩୦.୦୪.୨୦୨୪ ସୁଦ୍ଧା)	[501, 550, 668, 649]
condition-line: ୨. ସମ୍ପତ୍ତି 'ଯେଉଁଠି ଅଛି, ଯାହା ଅଛି ଓ ଯେପରି ଅଛି' ଭିତ୍ତିରେ ବିକ୍ରୟ କରାଯିବ ।	[482, 1353, 683, 1362]
registration-swatch	[410, 1473, 426, 1484]
cell-price	[816, 451, 875, 550]
auction-title-line1: ଇ-ନିଲାମ	[391, 838, 431, 851]
cell-property: ମୌଜା- କବିସୂର୍ଯ୍ୟନଗର, ଖାତା ନଂ- ୩୩/୮, ପ୍ଲଟ ନଂ- ୨୧୦/୭, କିସମ- ଘରବାଡ଼ି, ଆୟତନ- ଏ୦.୦୪୫ ଡି. । ଚୌହଦି: ପୂର୍ବ- ପ୍ଲଟ ୨୦୯, ପଶ୍ଚିମ- ପ୍ଲଟ ୨୧୧, ଉତ୍ତର- ରାସ୍ତା, ଦକ୍ଷିଣ- ଖାଲି ଜାଗା ।	[667, 1243, 816, 1342]
article-subhead: କାଳବୈଶାଖୀ ସହ ...	[300, 153, 408, 169]
article-paragraph: ଏହି ପର୍ଯ୍ୟାୟ ପାଇଁ ଧାରାବାହିକ ପର୍ଯ୍ୟବେକ୍ଷଣ ଓ ଗୋଇନ୍ଦା ନଜର ରଖାଯାଉଛି । ସୀମାବର୍ତ୍ତୀ ଅଞ୍ଚଳରେ ଚେକ୍‌ପୋଷ୍ଟ ବସାଇ ଯାନବାହାନ ଯାଞ୍ଚ ଚାଲିଛି । ମଦ, ନଗଦ ଟଙ୍କା ଓ ଉପହାର ବଣ୍ଟନ ଉପରେ କଟକଣା ଜାରି ରହିଛି ।	[9, 277, 235, 320]
cell-sl: ୮.	[483, 1144, 501, 1243]
account-number: 008511980050000	[879, 471, 930, 488]
auction-title-line2: ବିକ୍ରୟ ବିଜ୍ଞପ୍ତି	[847, 346, 915, 360]
rayagada-conditions	[14, 1328, 464, 1371]
cell-price	[816, 748, 875, 847]
brahmapur-conditions	[482, 1344, 934, 1379]
auction-row	[483, 1045, 934, 1144]
reserve-price: ₹୮,୩୧,୦୦୦/-	[824, 1047, 868, 1056]
account-number: 185211980050000	[879, 570, 930, 587]
cell-divider	[819, 860, 873, 861]
ifsc-label: IFSC Code:	[887, 687, 921, 695]
account-number: 134411980050000	[879, 966, 930, 983]
cell-price	[816, 649, 875, 748]
auction-row	[15, 1200, 464, 1326]
col-emd-account: ଇଏମଡି ଜମା ଖାତା ନମ୍ବର	[875, 429, 934, 451]
auction-title-line2: ବିକ୍ରୟ ବିଜ୍ଞପ୍ତି	[377, 852, 445, 866]
cell-property: ମୌଜା- ମାଇଁଗୁଡ଼ା, ଖାତା ନଂ- ୧୨୩/୪, ପ୍ଲଟ ନଂ- ୪୫୬/୭, କିସମ- ଘରବାଡ଼ି, ଆୟତନ- ଏ୦.୦୫୦ ଡି. । ସୀମା: ପୂର୍ବ- ରାସ୍ତା, ପଶ୍ଚିମ- ପ୍ଲଟ ୪୫୫, ଉତ୍ତର- ନାଳ, ଦକ୍ଷିଣ- ଖାଲି ଜାଗା ।	[190, 948, 329, 1074]
account-label: ଇଏମଡି ଜମା ଖାତା ନଂ.:	[882, 554, 926, 570]
possession-table	[482, 165, 934, 296]
ifsc-label: IFSC Code:	[887, 588, 921, 596]
cell-borrower: ଛତ୍ରପୁର ଶାଖା, ଫୋନ: ୮୮୪୫୬୭୮୯୦୧ — ୧) ଶ୍ରୀ ଅଜୟ କୁମାର ପ୍ରଧାନ, ପିତା- ଭଗବାନ ପ୍ରଧାନ, ୨) ଶ୍ରୀମତୀ ଲକ୍ଷ୍ମୀପ୍ରିୟା ପ୍ରଧାନ, ଠିକଣା: ନୂଆ ସାହି, ଛତ୍ରପୁର, ଗଞ୍ଜାମ । ଦେୟ ରାଶି: ₹୧୨,୪୫,୬୭୮.୯୦ + ଆନୁସଙ୍ଗିକ ସୁଧ ଓ ଖର୍ଚ୍ଚ (୩୦.୦୪.୨୦୨୪ ସୁଦ୍ଧା)	[501, 649, 668, 748]
reserve-price: ₹୧୦,୦୫,୦୦୦/-	[403, 1202, 452, 1211]
indian-bank-notice-header	[482, 63, 934, 104]
cell-possession-date: ୦୭.୦୫.୨୦୨୪	[722, 188, 776, 296]
ifsc-label: IFSC Code:	[887, 1083, 921, 1091]
cartoon-byline: ଭୁଲା, ଲିଲା, ଖାଁ, ମଝିହାଟ ସାହି ଆ'!	[402, 773, 460, 795]
cell-borrower: ହିଞ୍ଜିଳିକାଟୁ ଶାଖା, ଫୋନ: ୭୦୦୮୧୨୩୪୫୬ — ୧) ଶ୍ରୀମତୀ ମମତା ନାୟକ, ସ୍ୱାମୀ- ସୁରେଶ ନାୟକ, ୨) ଶ୍ରୀ ସୁରେଶ ନାୟକ (ଜାମିନଦାର), ଠିକଣା: ଗ୍ରାମ- ହିଞ୍ଜିଳିକାଟୁ, ଗଞ୍ଜାମ । ଦେୟ ରାଶି: ₹୪,୫୬,୭୮୯.୦୧ + ଆନୁସଙ୍ଗିକ ସୁଧ (୩୦.୦୪.୨୦୨୪ ସୁଦ୍ଧା)	[501, 946, 668, 1045]
cartoon-verse-line: ଗାଁ ଦାଣ୍ଡରେ ଢୋଲ ବାଜି ଗୀତ ମହକୁଛି ।	[291, 689, 419, 700]
ifsc-label: IFSC Code:	[887, 1182, 921, 1190]
emd-amount: ₹୮୩,୧୦୦/-	[827, 1061, 864, 1070]
rayagada-auction-table	[14, 925, 464, 1326]
indian-bank-identity	[482, 71, 632, 91]
cell-divider	[819, 464, 873, 465]
auction-title-line1: ମେଗା ଇ-ନିଲାମ	[847, 332, 915, 345]
brahmapur-legal-text: ସିକ୍ୟୁରିଟାଇଜେସନ ଆଣ୍ଡ ରିକନଷ୍ଟ୍ରକ୍ସନ ଅଫ୍ ଫାଇନାନ୍ସିଆଲ ଆସେଟ୍ସ ଆଣ୍ଡ ଏନଫୋର୍ସମେଣ୍ଟ ଅଫ୍ ସିକ୍ୟୁରିଟି ଇଣ୍ଟରେଷ୍ଟ ଆକ୍ଟ, ୨୦୦୨ ଅଧୀନରେ ବ୍ୟାଙ୍କ ନିକଟରେ ବନ୍ଧା ପଡ଼ିଥିବା ନିମ୍ନ ବର୍ଣ୍ଣିତ ସ୍ଥାବର ସମ୍ପତ୍ତିଗୁଡ଼ିକ ବକେୟା ଆଦାୟ ନିମନ୍ତେ 'ଯେଉଁଠି ଅଛି', 'ଯାହା ଅଛି' ଏବଂ 'ଯେପରି ଅଛି' ଭିତ୍ତିରେ ଇ-ନିଲାମ ମାଧ୍ୟମରେ ବିକ୍ରୟ କରାଯିବ । ଇଚ୍ଛୁକ କ୍ରେତାମାନେ www.mstcecommerce.com ପୋର୍ଟାଲରେ ପଞ୍ଜୀକୃତ ହୋଇ ନିର୍ଦ୍ଧାରିତ ଇଏମଡି ରାଶି ଜମା କରି ନିଲାମରେ ଭାଗ ନେଇପାରିବେ । ସମ୍ପତ୍ତି ଉପରେ ଥିବା ଅନ୍ୟାନ୍ୟ ଦାୟ ଦାୟିତ୍ୱ ବିଷୟରେ କ୍ରେତାମାନେ ନିଜେ ଅନୁସନ୍ଧାନ କରିନେବେ ।	[482, 370, 934, 407]
rayagada-legal-text: ସିକ୍ୟୁରିଟି ଇଣ୍ଟରେଷ୍ଟ (ଏନଫୋର୍ସମେଣ୍ଟ) ନିୟମାବଳୀ, ୨୦୦୨ ର ନିୟମ ୮(୬) ଅଧୀନରେ ସ୍ଥାବର ସମ୍ପତ୍ତି ବିକ୍ରୟ ପାଇଁ ଇ-ନିଲାମ ବିକ୍ରୟ ବିଜ୍ଞପ୍ତି । ନିମ୍ନ ବର୍ଣ୍ଣିତ ସମ୍ପତ୍ତିଗୁଡ଼ିକ 'ଯେଉଁଠି ଅଛି', 'ଯାହା ଅଛି' ଭିତ୍ତିରେ ବିକ୍ରୟ କରାଯିବ । ଇଚ୍ଛୁକ ବିଡରମାନେ ନିର୍ଦ୍ଧାରିତ ତାରିଖ ପୂର୍ବରୁ ଇଏମଡି ଜମା କରି ପୋର୍ଟାଲରେ ପଞ୍ଜୀକୃତ ହେବା ଆବଶ୍ୟକ ।	[14, 876, 464, 903]
article-paragraph: ସବୁ ବୁଥରେ ପାନୀୟ ଜଳ, ଛାଇ, ଡାକ୍ତରୀ ସହାୟତା ଭଳି ମୌଳିକ ସୁବିଧା ଯୋଗାଇ ଦିଆଯିବ । ଗ୍ରୀଷ୍ମ ପ୍ରବାହକୁ ଦୃଷ୍ଟିରେ ରଖି ସକାଳ ୭ଟାରୁ ମତଦାନ ଆରମ୍ଭ ହେବ । ଅପରାହ୍ନ ୬ଟା ଯାଏ ଧାଡ଼ିରେ ଠିଆ ହୋଇଥିବା ସମସ୍ତ ମତଦାତା ଭୋଟ ଦେଇପାରିବେ ।	[9, 141, 235, 183]
ifsc-code: UBIN0818526	[883, 596, 926, 605]
cell-sl: ୧.	[15, 948, 37, 1074]
emd-amount: ₹୭,୨୪,୦୦୦/-	[824, 566, 867, 575]
brahmapur-auction-table	[482, 428, 934, 1342]
cell-divider	[819, 959, 873, 960]
article-paragraph: ମତଗଣନା ଦିନ ଧାର୍ଯ୍ୟ ସମୟରେ ଷ୍ଟ୍ରଙ୍ଗରୁମ ଖୋଲାଯାଇ ପ୍ରାର୍ଥୀ ଓ ପର୍ଯ୍ୟବେକ୍ଷକଙ୍କ ଉପସ୍ଥିତିରେ ସିଲ୍‌ ଯାଞ୍ଚ କରାଯିବ । ପ୍ରତ୍ୟେକ ଟେବୁଲରେ ଜଣେ ଲେଖାଏଁ ମାଇକ୍ରୋ ଅବଜର୍ଭର ରହିବେ ବୋଲି ନିର୍ବାଚନ ଅଧିକାରୀ କହିଛନ୍ତି ।	[241, 104, 467, 147]
masthead-divider	[862, 9, 864, 49]
emd-amount: ₹୨,୬୯,୧୦୦/-	[825, 1160, 866, 1169]
svg-text:IMD ଉପଗ୍ରହ ଚିତ୍ର: IMD ଉପଗ୍ରହ ଚିତ୍ର	[15, 794, 67, 802]
reserve-price: ₹୧୮,୫୫,୦୦୦/-	[404, 1076, 451, 1085]
cell-auction-date: ୩୧.୦୫.୨୦୨୪, ପୂର୍ବାହ୍ନ ୧୧.୦୦ରୁ ଅପରାହ୍ନ ୧.୦୦	[329, 1074, 392, 1200]
indian-bank-possession-notice	[477, 59, 939, 321]
cell-divider	[819, 662, 873, 663]
account-label: ଇଏମଡି ଜମା ଖାତା ନଂ.:	[882, 455, 926, 471]
auction-row	[483, 550, 934, 649]
cell-price	[816, 1144, 875, 1243]
reserve-price: ₹୩୧,୮୦,୦୦୦/-	[403, 950, 452, 959]
cell-divider	[394, 1213, 461, 1214]
cell-price	[392, 1200, 464, 1326]
union-bank-name-hindi: यूनियन बैंक	[40, 834, 78, 845]
ifsc-code: UBIN0804791	[883, 1289, 926, 1298]
emd-amount: ₹୭୩,୧୦୦/-	[827, 863, 864, 872]
account-number: 185211980050000	[879, 669, 930, 686]
cell-account	[875, 1243, 934, 1342]
possession-table-header-row	[483, 166, 934, 188]
account-label: ଇଏମଡି ଜମା ଖାତା ନଂ.:	[882, 1049, 926, 1065]
col-reserve-price: ସଂରକ୍ଷିତ ମୂଲ୍ୟ / ଇଏମଡି ରାଶି	[816, 429, 875, 451]
registration-swatch	[490, 1473, 506, 1484]
article-paragraph: ଅଫିସରଙ୍କ ସହ ଜଣେ ଲେଖାଏଁ ନୋଡାଲ ଅଫିସର ରହିବେ । ମତଦାନ ସାମଗ୍ରୀ ବୁଝିନେବା ପରେ କର୍ମଚାରୀମାନେ ନିଜ ନିଜ ବୁଥକୁ ଯିବେ । ଇଭିଏମ ଓ ଭିଭିପ୍ୟାଟ ଯାଞ୍ଚ ସରିବା ପରେ ଏଜେଣ୍ଟଙ୍କ ଉପସ୍ଥିତିରେ ମକ୍‌ ପୋଲିଂ କରାଯିବ ।	[241, 59, 467, 101]
union-bank-tagline: A Government of India Undertaking	[40, 863, 133, 870]
office-line: କ୍ଷେତ୍ରୀୟ କାର୍ଯ୍ୟାଳୟ: ବ୍ରହ୍ମପୁର	[646, 331, 782, 343]
union-bank-brahmapur-auction-notice	[477, 325, 939, 1463]
cell-account	[875, 1144, 934, 1243]
registration-color-bar	[1, 1473, 945, 1484]
auction-row	[483, 946, 934, 1045]
cell-borrower: ମୁନିଗୁଡ଼ା ଶାଖା — ୧) ଶ୍ରୀ ଦାମୋଦର ହିକାକା, ପିତା- ଲିଙ୍ଗରାଜ ହିକାକା, ୨) ଶ୍ରୀମତୀ କୌଶଲ୍ୟା ହିକାକା, ଠିକଣା: ଗ୍ରାମ- ଚଞ୍ଚରାଗୁଡ଼ା, ପୋ- ମୁନିଗୁଡ଼ା, ଜିଲ୍ଲା- ରାୟଗଡା । ଦେୟ ରାଶି: ₹୧୪,୫୬,୭୮୦.୧୨ (୩୦.୦୪.୨୦୨୪ ସୁଦ୍ଧା) + ଆଗାମୀ ସୁଧ	[37, 1074, 190, 1200]
cell-divider	[394, 961, 461, 962]
anniversary-logo-icon	[15, 5, 61, 51]
